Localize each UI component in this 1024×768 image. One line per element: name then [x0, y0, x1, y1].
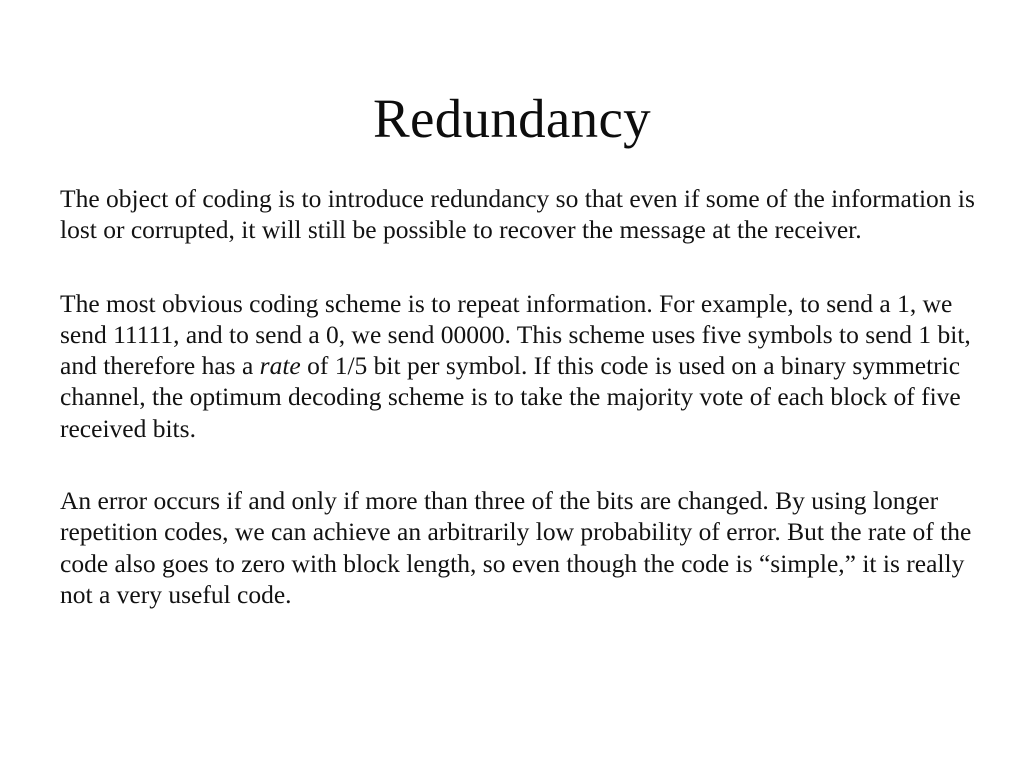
paragraph-repetition-text-before: The most obvious coding scheme is to repeat information. For example, to send a 1, we send 11111, and to send a 0, we send 00000. This scheme uses five symbols to send 1 bit, and therefore has a [60, 288, 971, 381]
paragraph-objective: The object of coding is to introduce redundancy so that even if some of the information is lost or corrupted, it will still be possible to recover the message at the receiver. [60, 184, 975, 245]
paragraph-repetition-text-after: of 1/5 bit per symbol. If this code is used on a binary symmetric channel, the optimum decoding scheme is to take the majority vote of each block of five received bits. [60, 351, 961, 443]
slide-body [60, 183, 980, 610]
italic-term-rate: rate [259, 351, 301, 381]
slide-title: Redundancy [373, 87, 651, 149]
paragraph-repetition-scheme [60, 288, 980, 444]
paragraph-error-analysis: An error occurs if and only if more than three of the bits are changed. By using longer repetition codes, we can achieve an arbitrarily low probability of error. But the rate of the code also goes to zero with block length, so even though the code is “simple,” it is really not a very useful code. [60, 486, 972, 609]
